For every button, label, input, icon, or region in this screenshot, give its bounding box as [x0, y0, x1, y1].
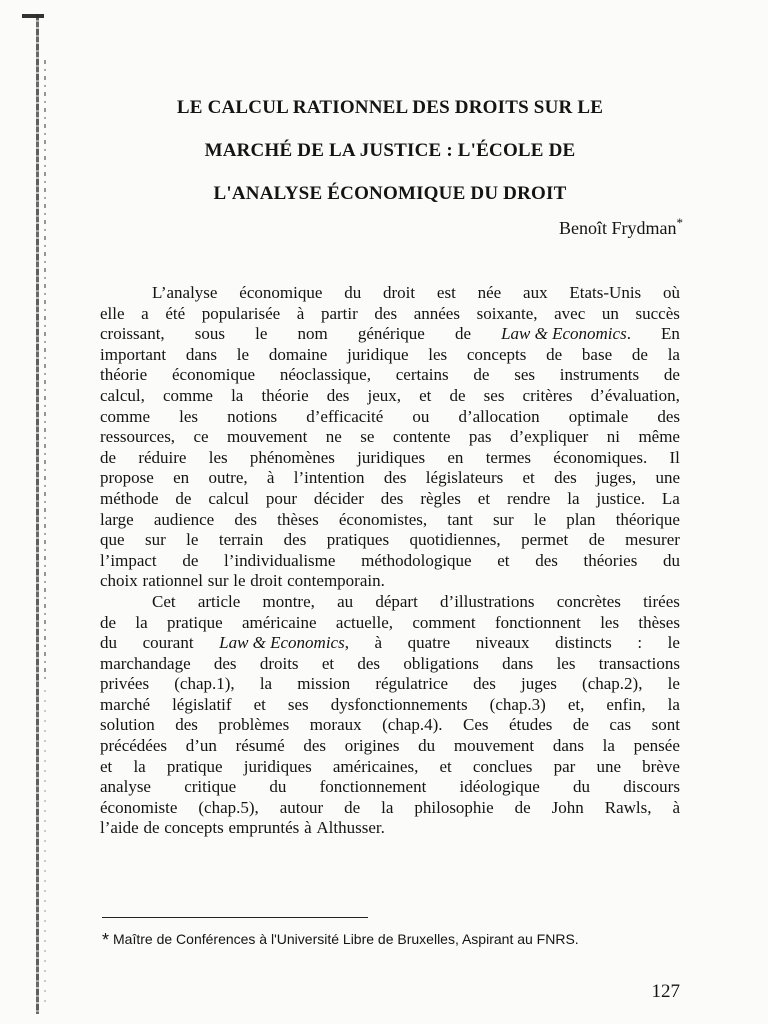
text-line: calcul, comme la théorie des jeux, et de ses critères d’évaluation,	[100, 385, 680, 405]
paragraph-1	[100, 283, 680, 592]
text-line: méthode de calcul pour décider des règles et rendre la justice. La	[100, 488, 680, 508]
footnote-text: Maître de Conférences à l'Université Libre de Bruxelles, Aspirant au FNRS.	[113, 931, 579, 947]
text-line: L’analyse économique du droit est née aux Etats-Unis où	[152, 283, 680, 302]
text-line: l’impact de l’individualisme méthodologique et des théories du	[100, 550, 680, 570]
footnote-mark: *	[102, 930, 110, 950]
page-number: 127	[651, 981, 680, 1002]
article-title	[100, 86, 680, 215]
text-line: elle a été popularisée à partir des années soixante, avec un succès	[100, 303, 680, 323]
text-line: l’aide de concepts empruntés à Althusser.	[100, 818, 385, 838]
page-binding-edge	[0, 0, 60, 1024]
text-line: important dans le domaine juridique les concepts de base de la	[100, 344, 680, 364]
author-footnote-mark: *	[676, 215, 683, 230]
text-line: de la pratique américaine actuelle, comment fonctionnent les thèses	[100, 612, 680, 632]
title-line: LE CALCUL RATIONNEL DES DROITS SUR LE	[176, 97, 604, 118]
text-line: croissant, sous le nom générique de Law & Economics. En	[100, 324, 680, 344]
author-byline	[559, 215, 683, 239]
text-line: analyse critique du fonctionnement idéologique du discours	[100, 777, 680, 797]
text-line: Cet article montre, au départ d’illustrations concrètes tirées	[152, 591, 680, 611]
text-line: marché législatif et ses dysfonctionnements (chap.3) et, enfin, la	[100, 694, 680, 714]
text-line: solution des problèmes moraux (chap.4). Ces études de cas sont	[100, 715, 680, 735]
text-line: ressources, ce mouvement ne se contente pas d’expliquer ni même	[100, 427, 680, 447]
author-name: Benoît Frydman	[559, 218, 677, 238]
text-line: théorie économique néoclassique, certains de ses instruments de	[100, 365, 680, 385]
abstract-body	[100, 283, 680, 839]
text-line: privées (chap.1), la mission régulatrice des juges (chap.2), le	[100, 674, 680, 694]
title-line: MARCHÉ DE LA JUSTICE : L'ÉCOLE DE	[204, 140, 576, 161]
text-line: propose en outre, à l’intention des législateurs et des juges, une	[100, 468, 680, 488]
footnote	[102, 930, 579, 951]
paragraph-2	[100, 592, 680, 839]
footnote-rule	[102, 917, 368, 918]
text-line: précédées d’un résumé des origines du mouvement dans la pensée	[100, 736, 680, 756]
text-line: que sur le terrain des pratiques quotidiennes, permet de mesurer	[100, 530, 680, 550]
title-line: L'ANALYSE ÉCONOMIQUE DU DROIT	[213, 183, 567, 204]
text-line: du courant Law & Economics, à quatre niveaux distincts : le	[100, 633, 680, 653]
text-line: de réduire les phénomènes juridiques en termes économiques. Il	[100, 447, 680, 467]
text-line: marchandage des droits et des obligations dans les transactions	[100, 653, 680, 673]
text-line: large audience des thèses économistes, tant sur le plan théorique	[100, 509, 680, 529]
text-line: comme les notions d’efficacité ou d’allocation optimale des	[100, 406, 680, 426]
text-line: et la pratique juridiques américaines, et conclues par une brève	[100, 756, 680, 776]
text-line: choix rationnel sur le droit contemporain.	[100, 571, 385, 591]
text-line: économiste (chap.5), autour de la philosophie de John Rawls, à	[100, 797, 680, 817]
